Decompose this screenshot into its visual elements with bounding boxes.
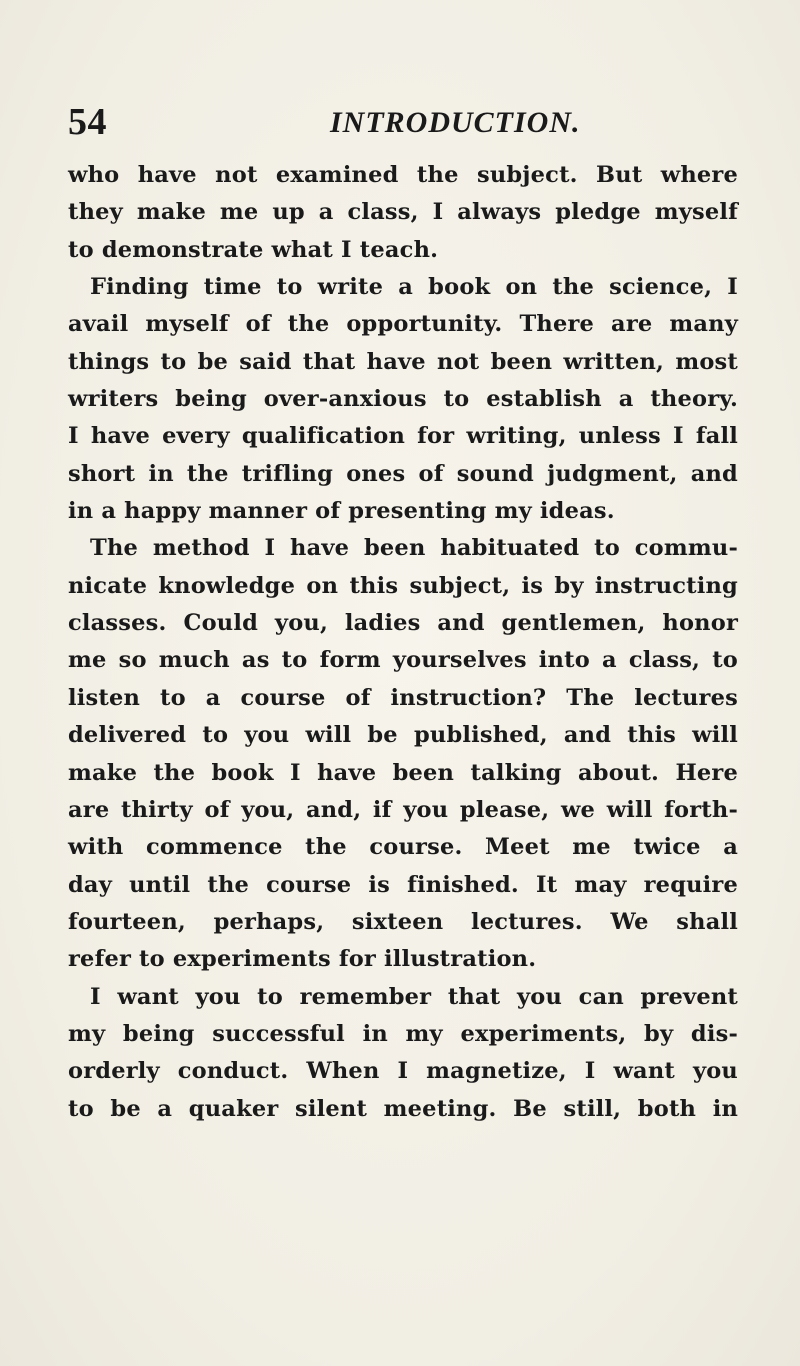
text-line: fourteen, perhaps, sixteen lectures. We shall (68, 908, 738, 935)
text-line: writers being over-anxious to establish a theory. (68, 386, 738, 413)
text-line: avail myself of the opportunity. There are many (68, 311, 738, 338)
text-line: they make me up a class, I always pledge myself (68, 199, 738, 226)
body-text (68, 157, 738, 1128)
text-line: to demonstrate what I teach. (68, 236, 439, 263)
text-line: make the book I have been talking about. Here (68, 759, 738, 786)
text-line: in a happy manner of presenting my ideas. (68, 498, 615, 525)
text-line: are thirty of you, and, if you please, we will forth- (68, 796, 738, 823)
text-line: things to be said that have not been written, most (68, 348, 738, 375)
text-line: orderly conduct. When I magnetize, I want you (68, 1058, 738, 1085)
running-head (0, 97, 800, 147)
page-number: 54 (68, 101, 107, 143)
text-line: who have not examined the subject. But where (68, 162, 738, 188)
text-line: refer to experiments for illustration. (68, 946, 537, 973)
text-line: day until the course is finished. It may require (68, 871, 738, 898)
text-line: with commence the course. Meet me twice a (68, 834, 738, 861)
text-line: delivered to you will be published, and this will (68, 722, 738, 749)
text-line: my being successful in my experiments, by dis- (68, 1020, 738, 1047)
text-line: The method I have been habituated to commu- (90, 535, 738, 562)
text-line: classes. Could you, ladies and gentlemen, honor (68, 610, 738, 637)
text-line: to be a quaker silent meeting. Be still, both in (68, 1095, 738, 1122)
text-line: me so much as to form yourselves into a class, to (68, 647, 738, 674)
text-line: Finding time to write a book on the science, I (90, 274, 738, 301)
text-line: nicate knowledge on this subject, is by instructing (68, 572, 738, 599)
running-title: INTRODUCTION. (330, 106, 581, 139)
text-line: short in the trifling ones of sound judgment, and (68, 460, 738, 487)
text-line: listen to a course of instruction? The lectures (68, 684, 738, 711)
text-line: I have every qualification for writing, unless I fall (68, 423, 738, 450)
text-line: I want you to remember that you can prevent (90, 983, 738, 1010)
